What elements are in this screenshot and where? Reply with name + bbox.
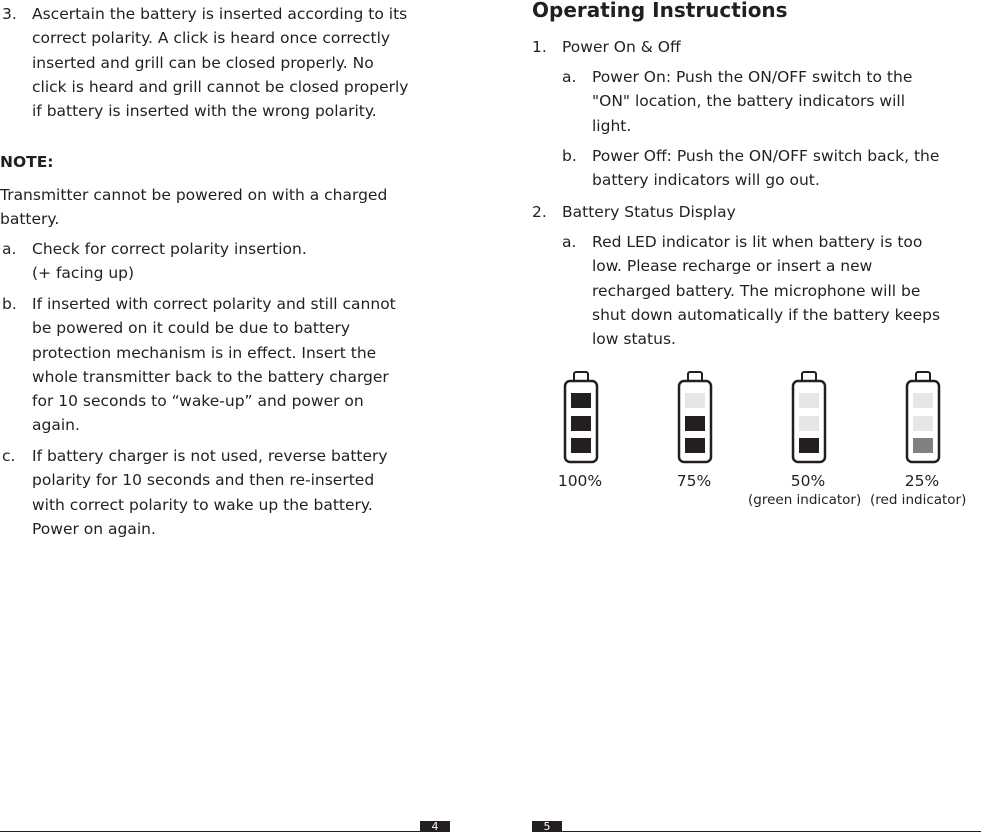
text-line: If battery charger is not used, reverse battery <box>32 447 388 465</box>
item-letter: a. <box>2 240 17 258</box>
text-line: "ON" location, the battery indicators will <box>592 92 906 111</box>
battery-level-segment <box>685 438 705 453</box>
text-line: inserted and grill can be closed properly. No <box>32 53 374 72</box>
step-number: 1. <box>532 38 547 56</box>
battery-icon <box>677 370 713 464</box>
text-line: Power Off: Push the ON/OFF switch back, the <box>592 147 940 165</box>
note-text <box>0 183 387 231</box>
text-line: if battery is inserted with the wrong polarity. <box>32 102 377 121</box>
text-line: again. <box>32 416 80 435</box>
battery-level-segment <box>799 416 819 431</box>
battery-level-segment <box>571 416 591 431</box>
step-number: 2. <box>532 203 547 221</box>
text-line: whole transmitter back to the battery charger <box>32 367 389 386</box>
item-text <box>592 144 939 193</box>
item-letter: b. <box>2 295 17 313</box>
battery-icon <box>563 370 599 464</box>
step-text <box>32 2 408 123</box>
text-line: low. Please recharge or insert a new <box>592 257 873 276</box>
text-line: battery indicators will go out. <box>592 171 820 190</box>
text-line: Power On: Push the ON/OFF switch to the <box>592 68 913 86</box>
text-line: If inserted with correct polarity and still cannot <box>32 295 396 313</box>
step-number: 3. <box>2 5 17 23</box>
text-line: protection mechanism is in effect. Insert the <box>32 343 377 362</box>
text-line: with correct polarity to wake up the battery. <box>32 495 373 514</box>
item-letter: a. <box>562 233 577 251</box>
battery-percent-label: 75% <box>676 472 712 490</box>
battery-indicator-label: (green indicator) <box>748 492 862 508</box>
page-number-left: 4 <box>420 821 450 832</box>
text-line: battery. <box>0 210 60 228</box>
item-text <box>32 292 396 438</box>
step-text: Battery Status Display <box>562 203 736 221</box>
text-line: Transmitter cannot be powered on with a charged <box>0 186 388 204</box>
battery-level-segment <box>685 393 705 408</box>
text-line: shut down automatically if the battery keeps <box>592 305 941 324</box>
footer-rule-left <box>0 831 450 832</box>
item-text <box>32 444 388 541</box>
battery-percent-label: 25% <box>904 472 940 490</box>
battery-level-segment <box>571 393 591 408</box>
battery-level-segment <box>913 416 933 431</box>
text-line: Power on again. <box>32 519 156 538</box>
battery-percent-label: 50% <box>790 472 826 490</box>
text-line: Red LED indicator is lit when battery is too <box>592 233 923 251</box>
battery-level-segment <box>913 393 933 408</box>
item-text <box>592 65 912 138</box>
text-line: low status. <box>592 330 676 349</box>
battery-indicator-label: (red indicator) <box>870 492 967 508</box>
item-letter: c. <box>2 447 16 465</box>
text-line: correct polarity. A click is heard once correctly <box>32 29 391 48</box>
text-line: Ascertain the battery is inserted according to its <box>32 5 408 23</box>
text-line: polarity for 10 seconds and then re-inserted <box>32 471 375 490</box>
battery-icon <box>905 370 941 464</box>
item-letter: b. <box>562 147 577 165</box>
text-line: click is heard and grill cannot be closed properly <box>32 77 409 96</box>
page-number-right: 5 <box>532 821 562 832</box>
battery-icon <box>791 370 827 464</box>
item-text <box>592 230 940 351</box>
item-text <box>32 237 307 286</box>
battery-level-segment <box>799 438 819 453</box>
text-line: Check for correct polarity insertion. <box>32 240 307 258</box>
text-line: be powered on it could be due to battery <box>32 319 351 338</box>
item-letter: a. <box>562 68 577 86</box>
battery-level-segment <box>571 438 591 453</box>
footer-rule-right <box>532 831 981 832</box>
battery-level-segment <box>799 393 819 408</box>
text-line: recharged battery. The microphone will be <box>592 281 921 300</box>
battery-level-segment <box>685 416 705 431</box>
step-text: Power On & Off <box>562 38 681 56</box>
page-title: Operating Instructions <box>532 0 788 22</box>
text-line: for 10 seconds to “wake-up” and power on <box>32 392 364 411</box>
battery-level-segment <box>913 438 933 453</box>
battery-percent-label: 100% <box>557 472 603 490</box>
text-line: light. <box>592 116 632 135</box>
text-line: (+ facing up) <box>32 264 135 283</box>
note-label: NOTE: <box>0 153 54 171</box>
